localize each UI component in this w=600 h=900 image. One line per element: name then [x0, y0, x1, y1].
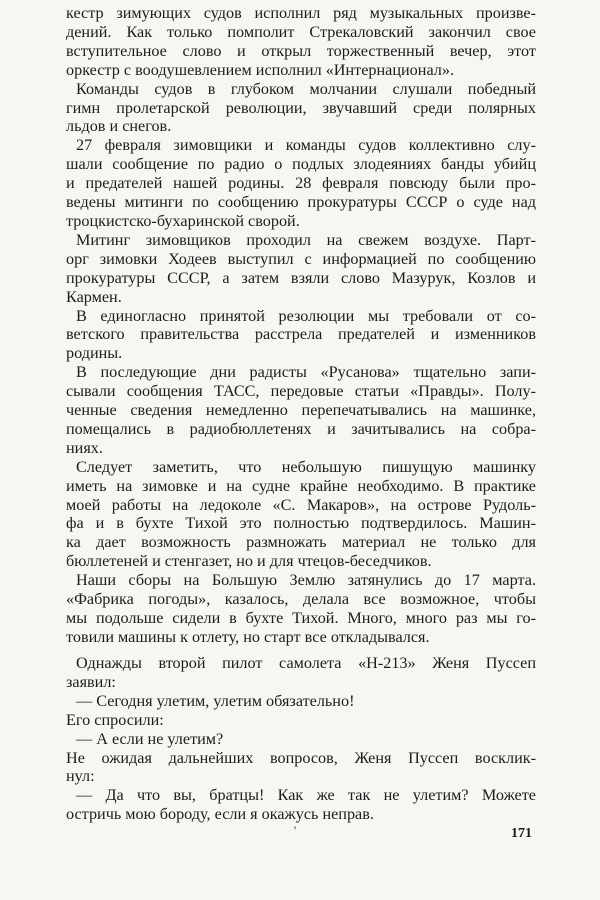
text-line: мы подольше сидели в бухте Тихой. Много, много раз мы го-	[66, 609, 536, 627]
text-line: фа и в бухте Тихой это полностью подтвердилось. Машин-	[66, 514, 536, 533]
text-line: родины.	[66, 344, 123, 363]
text-line: товили машины к отлету, но старт все откладывался.	[66, 627, 430, 646]
text-section-1	[66, 4, 536, 647]
text-line: моей работы на ледоколе «С. Макаров», на острове Рудоль-	[66, 495, 536, 514]
text-line: помещались в радиобюллетенях и зачитывались на собра-	[66, 419, 536, 438]
text-line: — Да что вы, братцы! Как же так не улетим? Можете	[76, 786, 536, 805]
text-line: «Фабрика погоды», казалось, делала все возможное, чтобы	[66, 590, 536, 609]
text-line: нул:	[66, 767, 95, 786]
text-line: ветского правительства расстрела предателей и изменников	[66, 325, 536, 344]
text-section-2	[66, 654, 536, 824]
text-line: вступительное слово и открыл торжественный вечер, этот	[66, 41, 536, 60]
text-line: ведены митинги по сообщению прокуратуры СССР о суде над	[66, 193, 536, 212]
text-line: В последующие дни радисты «Русанова» тщательно запи-	[76, 363, 536, 382]
text-line: кестр зимующих судов исполнил ряд музыкальных произве-	[66, 4, 536, 22]
text-line: Не ожидая дальнейших вопросов, Женя Пуссеп восклик-	[66, 748, 536, 767]
text-line: шали сообщение по радио о подлых злодеяниях банды убийц	[66, 155, 536, 174]
stray-mark: ’	[293, 823, 297, 837]
text-line: Команды судов в глубоком молчании слушали победный	[76, 79, 536, 98]
text-line: — Сегодня улетим, улетим обязательно!	[76, 691, 355, 710]
text-line: ниях.	[66, 438, 103, 457]
text-line: Кармен.	[66, 287, 122, 306]
text-line: бюллетеней и стенгазет, но и для чтецов-беседчиков.	[66, 552, 432, 571]
text-line: льдов и снегов.	[66, 117, 172, 136]
page-number: 171	[511, 826, 532, 841]
text-line: дений. Как только помполит Стрекаловский закончил свое	[66, 22, 536, 41]
text-line: оркестр с воодушевлением исполнил «Интернационал».	[66, 60, 454, 79]
text-line: иметь на зимовке и на судне крайне необходимо. В практике	[66, 476, 536, 495]
text-line: сывали сообщения ТАСС, передовые статьи «Правды». Полу-	[66, 382, 536, 401]
text-line: ка дает возможность размножать материал не только для	[66, 533, 536, 552]
text-line: Однажды второй пилот самолета «Н-213» Женя Пуссеп	[76, 654, 536, 672]
text-line: 27 февраля зимовщики и команды судов коллективно слу-	[76, 136, 536, 155]
text-line: орг зимовки Ходеев выступил с информацией по сообщению	[66, 249, 536, 268]
text-line: Митинг зимовщиков проходил на свежем воздухе. Парт-	[76, 230, 536, 249]
text-line: В единогласно принятой резолюции мы требовали от со-	[76, 306, 536, 325]
text-line: Следует заметить, что небольшую пишущую машинку	[76, 457, 536, 476]
text-line: прокуратуры СССР, а затем взяли слово Мазурук, Козлов и	[66, 268, 536, 287]
text-line: и предателей нашей родины. 28 февраля повсюду были про-	[66, 174, 536, 193]
text-line: заявил:	[66, 672, 116, 691]
text-line: Его спросили:	[66, 710, 164, 729]
text-line: ченные сведения немедленно перепечатывались на машинке,	[66, 401, 536, 420]
text-line: остричь мою бороду, если я окажусь неправ.	[66, 805, 374, 824]
text-line: гимн пролетарской революции, звучавший среди полярных	[66, 98, 536, 117]
text-line: Наши сборы на Большую Землю затянулись до 17 марта.	[76, 571, 536, 590]
text-line: — А если не улетим?	[76, 729, 224, 748]
text-line: троцкистско-бухаринской сворой.	[66, 211, 300, 230]
